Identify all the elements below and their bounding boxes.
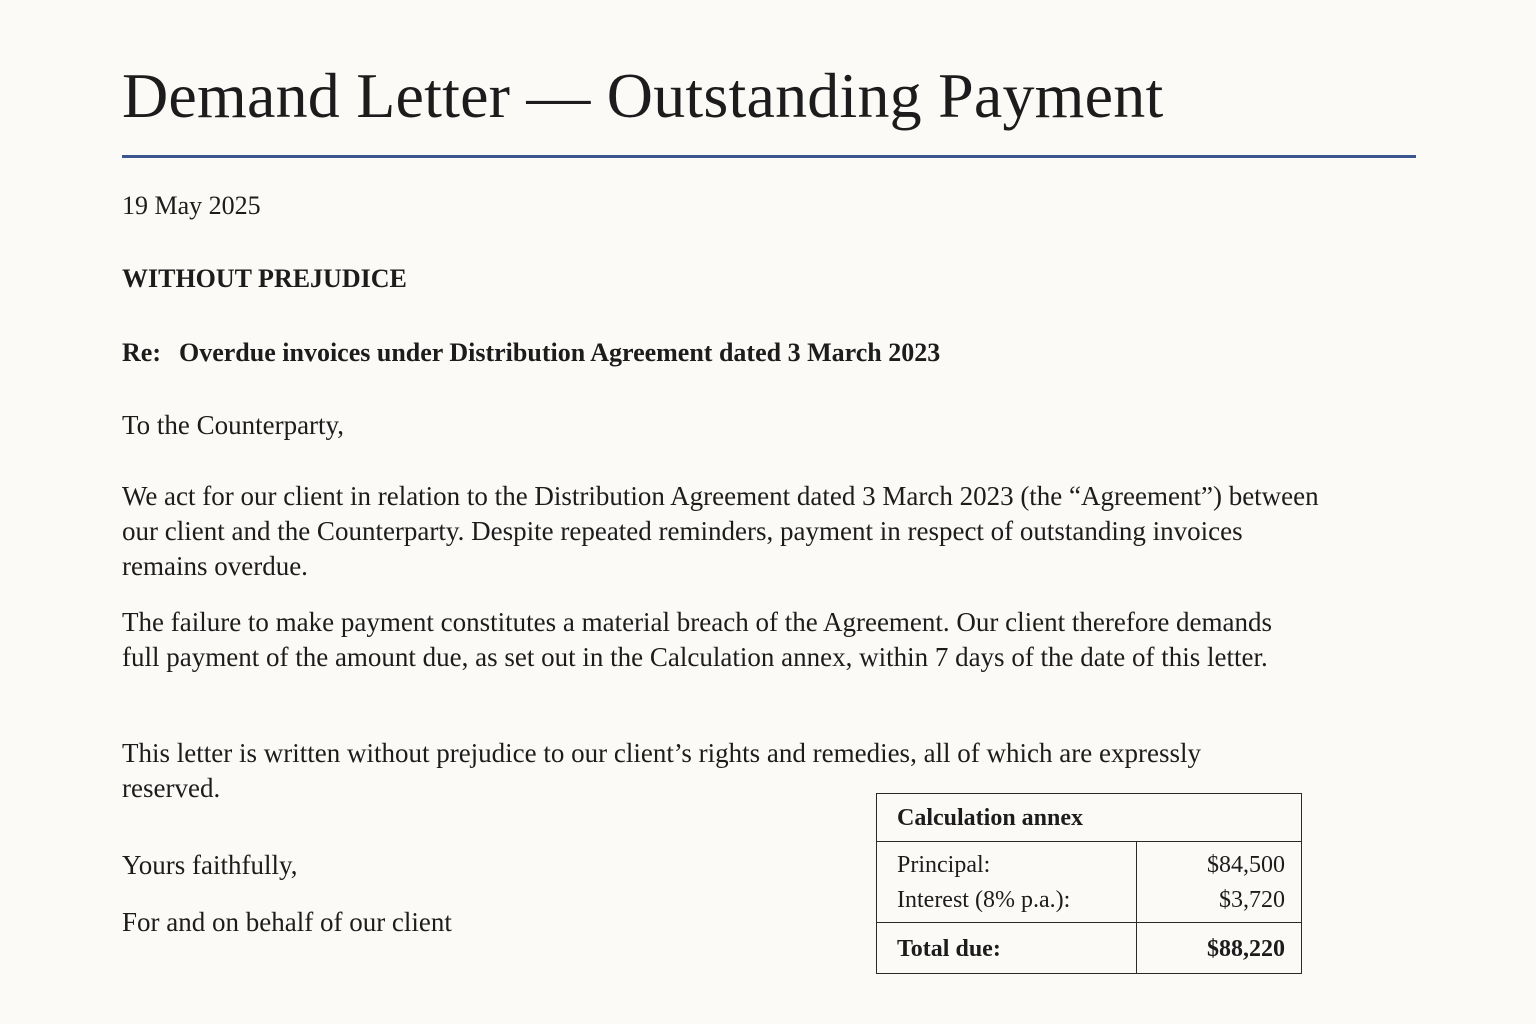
interest-value: $3,720	[1219, 887, 1285, 913]
body-paragraph-2: The failure to make payment constitutes a material breach of the Agreement. Our client therefore demands full payment of the amount due, as set out in the Calculation annex, within 7 days of the date of this letter.	[122, 607, 1273, 672]
annex-total-rule	[877, 922, 1301, 923]
principal-label: Principal:	[897, 852, 991, 878]
annex-column-divider	[1136, 842, 1137, 973]
letter-title: Demand Letter — Outstanding Payment	[122, 60, 1164, 131]
subject-text: Overdue invoices under Distribution Agreement dated 3 March 2023	[179, 338, 941, 367]
subject-label: Re:	[122, 338, 161, 367]
annex-title: Calculation annex	[897, 805, 1084, 831]
without-prejudice-marking: WITHOUT PREJUDICE	[122, 264, 407, 293]
body-paragraph-3: This letter is written without prejudice to our client’s rights and remedies, all of which are expressly reserved.	[122, 738, 1201, 803]
closing-line: Yours faithfully,	[122, 850, 298, 880]
body-paragraph-1: We act for our client in relation to the Distribution Agreement dated 3 March 2023 (the “Agreement”) between our client and the Counterparty. Despite repeated reminders, payment in respect of outstanding invoices remains overdue.	[122, 481, 1319, 581]
annex-header	[877, 794, 1301, 842]
letter-date: 19 May 2025	[122, 191, 261, 220]
total-due-label: Total due:	[897, 936, 1001, 962]
calculation-annex-table	[876, 793, 1302, 974]
title-underline-rule	[122, 155, 1416, 158]
total-due-value: $88,220	[1207, 936, 1285, 962]
salutation: To the Counterparty,	[122, 410, 345, 440]
subject-line	[122, 337, 940, 369]
interest-label: Interest (8% p.a.):	[897, 887, 1071, 913]
principal-value: $84,500	[1207, 852, 1285, 878]
signatory-line: For and on behalf of our client	[122, 907, 452, 937]
